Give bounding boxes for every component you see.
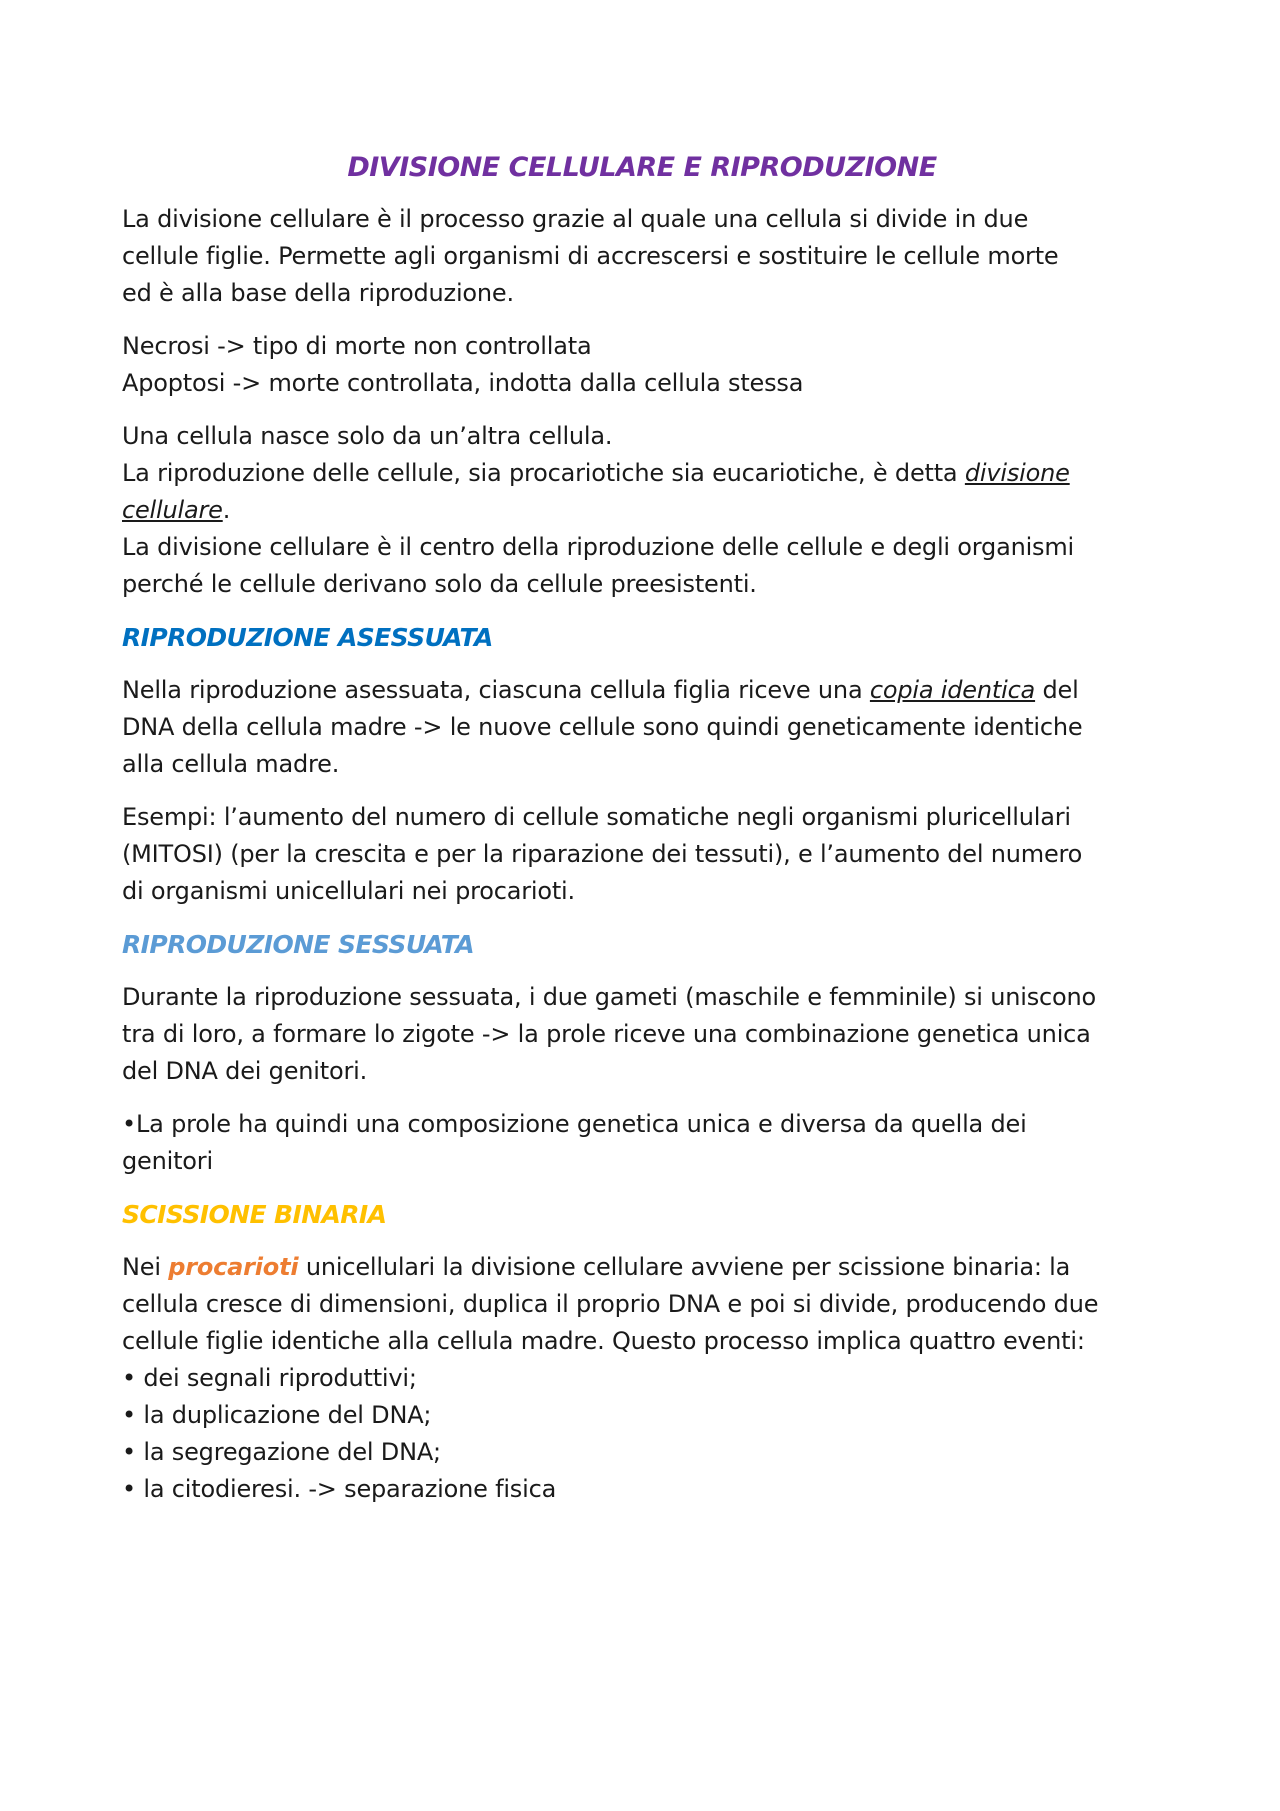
list-item: • dei segnali riproduttivi;: [122, 1364, 417, 1393]
list-item: • la citodieresi. -> separazione fisica: [122, 1475, 557, 1504]
origin-paragraph: [122, 418, 1162, 603]
origin-line-4: La divisione cellulare è il centro della riproduzione delle cellule e degli organismi: [122, 533, 1075, 562]
list-item: • la segregazione del DNA;: [122, 1438, 441, 1467]
heading-sessuata: RIPRODUZIONE SESSUATA: [122, 930, 475, 960]
sessuata-p1-line-1: Durante la riproduzione sessuata, i due gameti (maschile e femminile) si uniscono: [122, 983, 1096, 1012]
term-divisione: divisione: [964, 459, 1070, 488]
intro-paragraph: [122, 201, 1162, 312]
origin-line-3: [122, 492, 1162, 529]
list-item: • la duplicazione del DNA;: [122, 1401, 432, 1430]
origin-line-2-text: La riproduzione delle cellule, sia procariotiche sia eucariotiche, è detta: [122, 459, 965, 488]
intro-line-1: La divisione cellulare è il processo grazie al quale una cellula si divide in due: [122, 205, 1029, 234]
asessuata-p2-line-1: Esempi: l’aumento del numero di cellule somatiche negli organismi pluricellulari: [122, 803, 1071, 832]
origin-line-1: Una cellula nasce solo da un’altra cellula.: [122, 422, 613, 451]
origin-line-2: [122, 455, 1162, 492]
scissione-line-2: cellula cresce di dimensioni, duplica il proprio DNA e poi si divide, producendo due: [122, 1290, 1099, 1319]
term-cellulare: cellulare: [122, 496, 223, 525]
sessuata-p1-line-3: del DNA dei genitori.: [122, 1057, 368, 1086]
heading-asessuata: RIPRODUZIONE ASESSUATA: [122, 623, 493, 653]
asessuata-paragraph-2: [122, 799, 1162, 910]
origin-line-3-text: .: [222, 496, 231, 525]
scissione-paragraph: [122, 1249, 1162, 1508]
page-title: DIVISIONE CELLULARE E RIPRODUZIONE: [347, 152, 937, 183]
asessuata-p2-line-2: (MITOSI) (per la crescita e per la riparazione dei tessuti), e l’aumento del numero: [122, 840, 1083, 869]
asessuata-p1-line-2: DNA della cellula madre -> le nuove cellule sono quindi geneticamente identiche: [122, 713, 1083, 742]
asessuata-p1-line-1: [122, 672, 1162, 709]
document-page: [122, 150, 1162, 1524]
asessuata-p1-line-1-pre: Nella riproduzione asessuata, ciascuna cellula figlia riceve una: [122, 676, 870, 705]
apoptosi-line: Apoptosi -> morte controllata, indotta dalla cellula stessa: [122, 369, 804, 398]
heading-scissione: SCISSIONE BINARIA: [122, 1200, 387, 1230]
sessuata-p1-line-2: tra di loro, a formare lo zigote -> la prole riceve una combinazione genetica unica: [122, 1020, 1091, 1049]
asessuata-p1-line-3: alla cellula madre.: [122, 750, 340, 779]
sessuata-paragraph-2: [122, 1106, 1162, 1180]
sessuata-paragraph-1: [122, 979, 1162, 1090]
origin-line-5: perché le cellule derivano solo da cellule preesistenti.: [122, 570, 757, 599]
sessuata-p2-line-2: genitori: [122, 1147, 213, 1176]
scissione-line-1-pre: Nei: [122, 1253, 169, 1282]
asessuata-paragraph-1: [122, 672, 1162, 783]
necrosi-line: Necrosi -> tipo di morte non controllata: [122, 332, 592, 361]
term-procarioti: procarioti: [168, 1253, 299, 1282]
asessuata-p2-line-3: di organismi unicellulari nei procarioti.: [122, 877, 575, 906]
term-copia-identica: copia identica: [869, 676, 1036, 705]
asessuata-p1-line-1-post: del: [1035, 676, 1079, 705]
death-paragraph: [122, 328, 1162, 402]
scissione-line-1: [122, 1249, 1162, 1286]
sessuata-p2-line-1: •La prole ha quindi una composizione genetica unica e diversa da quella dei: [122, 1110, 1027, 1139]
scissione-line-1-post: unicellulari la divisione cellulare avviene per scissione binaria: la: [298, 1253, 1071, 1282]
intro-line-2: cellule figlie. Permette agli organismi di accrescersi e sostituire le cellule morte: [122, 242, 1059, 271]
intro-line-3: ed è alla base della riproduzione.: [122, 279, 514, 308]
scissione-line-3: cellule figlie identiche alla cellula madre. Questo processo implica quattro eventi:: [122, 1327, 1085, 1356]
